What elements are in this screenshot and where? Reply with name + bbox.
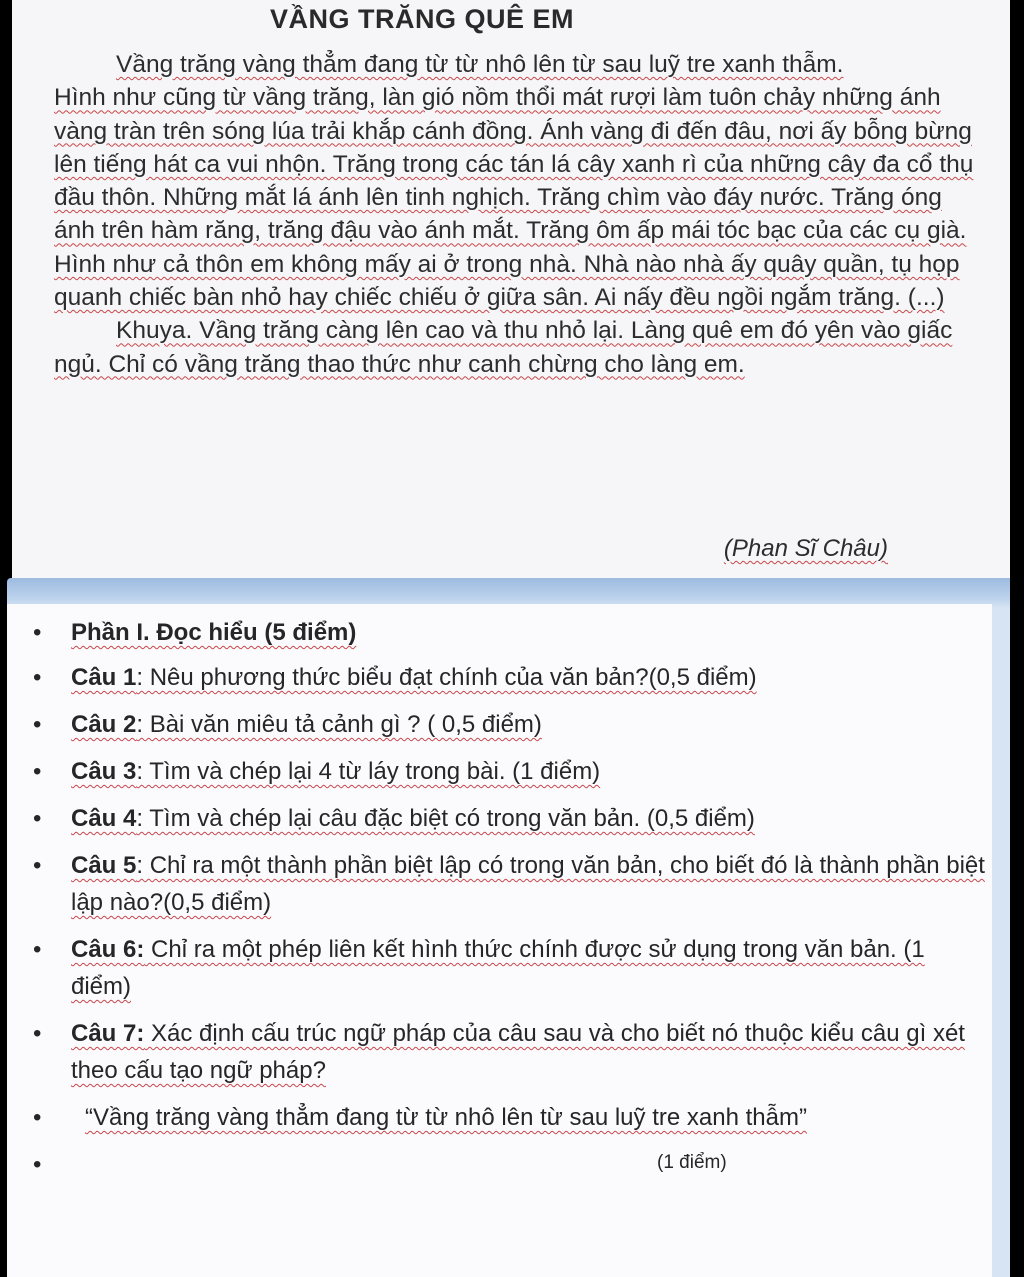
- question-item-5: [7, 847, 992, 921]
- question-text-5: [71, 852, 985, 916]
- passage-author: (Phan Sĩ Châu): [723, 535, 888, 562]
- bullet-icon: •: [33, 664, 42, 691]
- bullet-icon: •: [33, 805, 42, 832]
- question-body-2: : Bài văn miêu tả cảnh gì ? ( 0,5 điểm): [136, 711, 542, 738]
- question-text-2: [71, 711, 542, 738]
- passage-paragraph-3: Khuya. Vầng trăng càng lên cao và thu nhỏ lại. Làng quê em đó yên vào giấc ngủ. Chỉ có vầng trăng thao thức như canh chừng cho làng em.: [54, 317, 953, 378]
- question-label-3: Câu 3: [71, 758, 137, 785]
- question-label-1: Câu 1: [71, 664, 137, 691]
- bullet-icon: •: [33, 758, 42, 785]
- bullet-icon: •: [33, 1151, 42, 1178]
- question-label-5: Câu 5: [71, 852, 137, 879]
- question-body-3: : Tìm và chép lại 4 từ láy trong bài. (1 điểm): [136, 758, 601, 785]
- question-label-2: Câu 2: [71, 711, 137, 738]
- bullet-icon: •: [33, 936, 42, 963]
- passage-panel: [12, 0, 1010, 590]
- question-text-1: [71, 664, 757, 691]
- question-item-7: [7, 1015, 992, 1089]
- question-list: [7, 614, 992, 1190]
- question-text-3: [71, 758, 600, 785]
- question-text-7: [71, 1020, 965, 1084]
- question-slide: [7, 578, 1010, 1277]
- bullet-icon: •: [33, 852, 42, 879]
- section-heading-item: [7, 614, 992, 651]
- bullet-icon: •: [33, 711, 42, 738]
- question-item-2: [7, 706, 992, 743]
- bullet-icon: •: [33, 619, 42, 646]
- passage-title: VẦNG TRĂNG QUÊ EM: [269, 4, 574, 34]
- question-slide-body: [7, 604, 992, 1277]
- question-body-5: : Chỉ ra một thành phần biệt lập có trong văn bản, cho biết đó là thành phần biệt lập nào?(0,5 điểm): [71, 852, 985, 916]
- bullet-icon: •: [33, 1020, 42, 1047]
- question-body-1: : Nêu phương thức biểu đạt chính của văn bản?(0,5 điểm): [136, 664, 757, 691]
- passage-body: [54, 48, 974, 381]
- question-body-7: Xác định cấu trúc ngữ pháp của câu sau và cho biết nó thuộc kiểu câu gì xét theo cấu tạo ngữ pháp?: [71, 1020, 965, 1084]
- score-note-item: [7, 1146, 992, 1180]
- question-label-7: Câu 7:: [71, 1020, 145, 1047]
- bullet-icon: •: [33, 1104, 42, 1131]
- score-note: (1 điểm): [657, 1152, 727, 1173]
- question-text-4: [71, 805, 755, 832]
- question-label-4: Câu 4: [71, 805, 137, 832]
- question-item-3: [7, 753, 992, 790]
- question-label-6: Câu 6:: [71, 936, 145, 963]
- question-item-6: [7, 931, 992, 1005]
- question-item-4: [7, 800, 992, 837]
- question-body-6: Chỉ ra một phép liên kết hình thức chính được sử dụng trong văn bản. (1 điểm): [71, 936, 925, 1000]
- question-text-6: [71, 936, 925, 1000]
- question-item-1: [7, 659, 992, 696]
- passage-paragraph-1: Vầng trăng vàng thẳm đang từ từ nhô lên từ sau luỹ tre xanh thẫm.: [116, 51, 844, 78]
- quoted-sentence: “Vầng trăng vàng thẳm đang từ từ nhô lên từ sau luỹ tre xanh thẫm”: [85, 1104, 807, 1131]
- quoted-sentence-item: [7, 1099, 992, 1136]
- question-body-4: : Tìm và chép lại câu đặc biệt có trong văn bản. (0,5 điểm): [136, 805, 755, 832]
- section-heading: Phần I. Đọc hiểu (5 điểm): [71, 619, 357, 646]
- passage-paragraph-2: Hình như cũng từ vầng trăng, làn gió nồm thổi mát rượi làm tuôn chảy những ánh vàng tràn trên sóng lúa trải khắp cánh đồng. Ánh vàng đi đến đâu, nơi ấy bỗng bừng lên tiếng hát ca vui nhộn. Trăng trong các tán lá cây xanh rì của những cây đa cổ thụ đầu thôn. Những mắt lá ánh lên tinh nghịch. Trăng chìm vào đáy nước. Trăng óng ánh trên hàm răng, trăng đậu vào ánh mắt. Trăng ôm ấp mái tóc bạc của các cụ già. Hình như cả thôn em không mấy ai ở trong nhà. Nhà nào nhà ấy quây quần, tụ họp quanh chiếc bàn nhỏ hay chiếc chiếu ở giữa sân. Ai nấy đều ngồi ngắm trăng. (...): [54, 84, 974, 312]
